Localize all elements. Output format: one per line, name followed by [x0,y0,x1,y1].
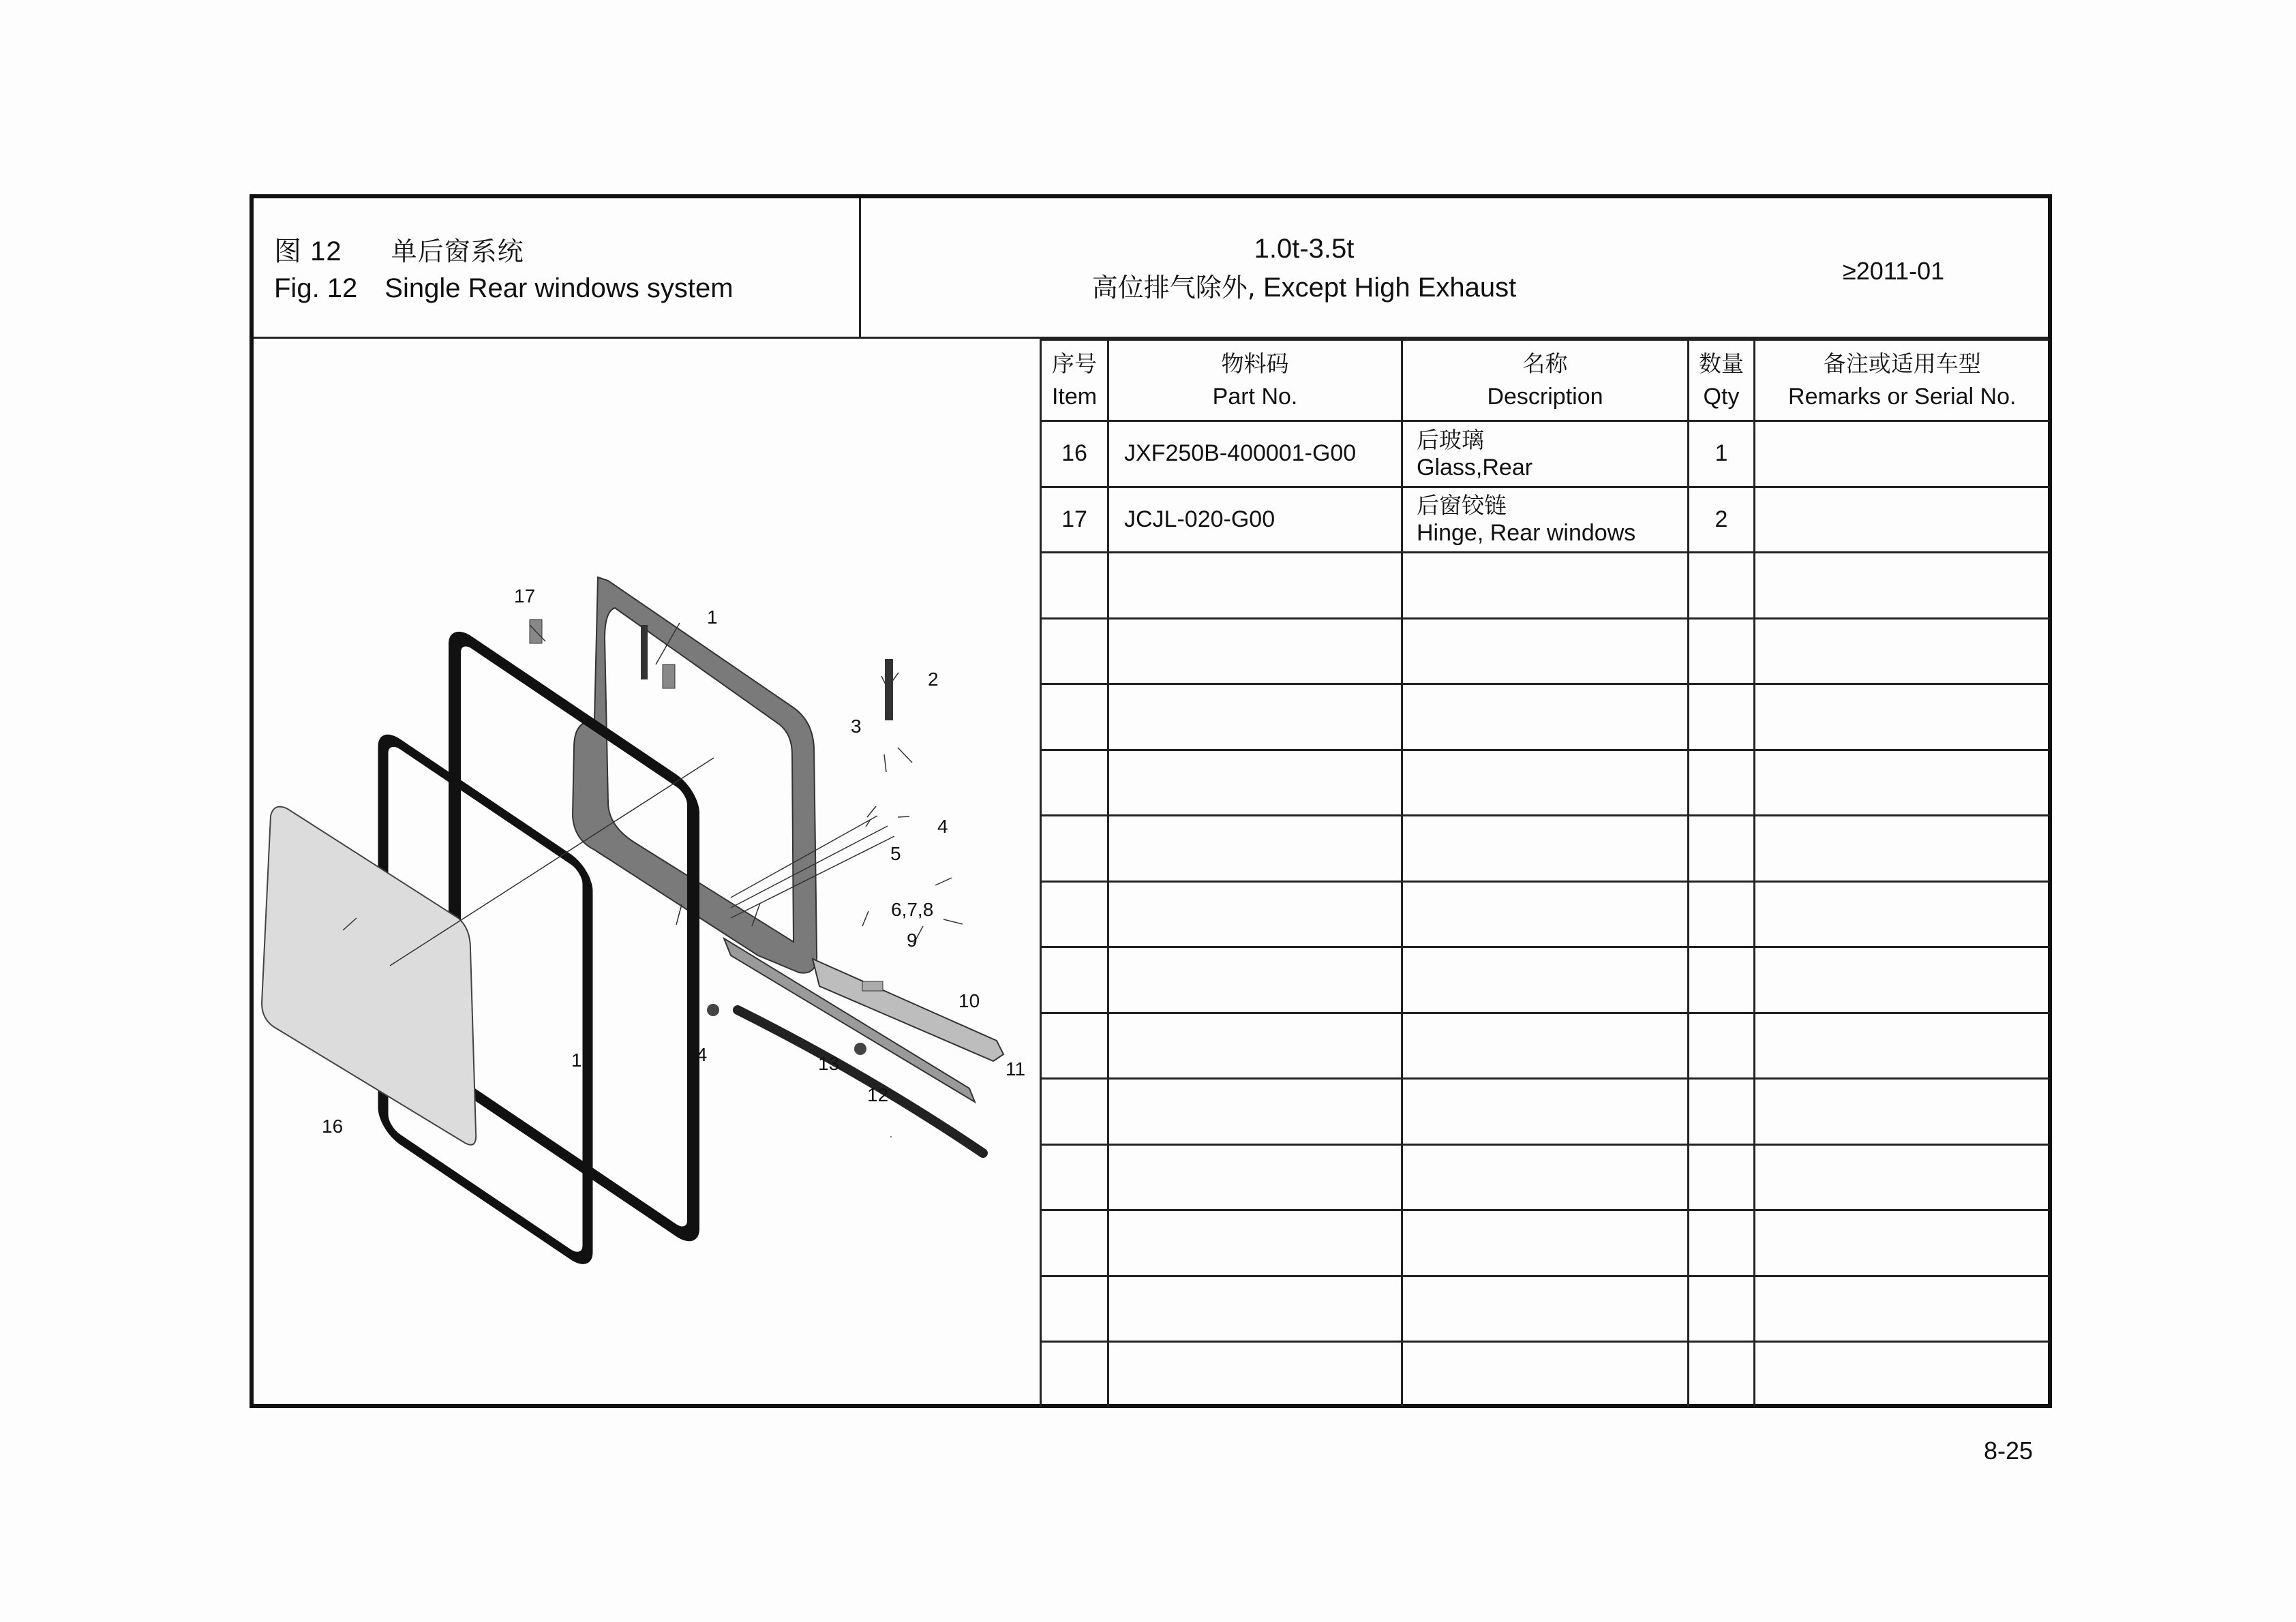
cell-remarks [1755,1079,2049,1145]
cell-description [1402,816,1689,882]
callout-16: 16 [322,1116,344,1137]
cell-qty [1689,1210,1755,1276]
cell-description [1402,553,1689,619]
cell-description [1402,881,1689,947]
cell-item [1041,1144,1108,1210]
table-row-empty [1041,816,2049,882]
exhaust-exclusion [861,266,1747,304]
callout-2: 2 [928,669,939,690]
parts-table [1040,339,2049,1407]
exploded-view-diagram [254,339,1040,1404]
cell-remarks [1755,487,2049,553]
cell-part-no [1108,881,1402,947]
cell-part-no [1108,1210,1402,1276]
cell-description [1402,684,1689,750]
cell-part-no [1108,1079,1402,1145]
title-cn: 单后窗系统 [391,236,524,266]
cell-item [1041,1276,1108,1342]
cell-item [1041,618,1108,684]
cell-description [1402,1144,1689,1210]
cell-description [1402,1013,1689,1079]
cell-qty [1689,1013,1755,1079]
col-header-item: 序号 Item [1041,340,1108,421]
table-row-empty [1041,1144,2049,1210]
table-row-empty [1041,1013,2049,1079]
cell-part-no [1108,1144,1402,1210]
cell-description: 后窗铰链 Hinge, Rear windows [1402,487,1689,553]
table-row-empty [1041,1210,2049,1276]
callout-11: 11 [1006,1058,1026,1080]
cell-remarks [1755,684,2049,750]
tonnage-range: 1.0t-3.5t [1254,234,1355,264]
cell-remarks [1755,1276,2049,1342]
cell-part-no [1108,1276,1402,1342]
callout-6-7-8: 6,7,8 [891,899,934,920]
table-row [1041,487,2049,553]
table-row-empty [1041,618,2049,684]
cell-qty [1689,1144,1755,1210]
cell-description [1402,618,1689,684]
col-header-description: 名称 Description [1402,340,1689,421]
callout-13: 13 [818,1053,840,1074]
table-row-empty [1041,947,2049,1013]
knob-13 [854,1043,866,1055]
glass-rear-16 [262,807,476,1145]
callout-9: 9 [907,930,918,951]
cell-description [1402,1079,1689,1145]
cell-part-no [1108,1342,1402,1407]
cell-description [1402,1276,1689,1342]
cell-part-no [1108,684,1402,750]
callout-5: 5 [890,843,901,864]
cell-qty [1689,553,1755,619]
callout-12: 12 [867,1084,889,1105]
cell-item [1041,1079,1108,1145]
table-row-empty [1041,750,2049,816]
cell-part-no [1108,618,1402,684]
cell-description [1402,1210,1689,1276]
figure-title-cn [274,230,524,269]
cell-item [1041,1342,1108,1407]
gas-strut-2 [885,659,893,720]
sheet-header [254,198,2048,339]
cell-part-no [1108,1013,1402,1079]
cell-remarks [1755,553,2049,619]
hinge-17b [663,664,675,688]
table-row-empty [1041,1079,2049,1145]
figure-label-cn: 图 12 [274,236,342,266]
cell-qty [1689,1342,1755,1407]
cell-remarks [1755,750,2049,816]
cell-item [1041,750,1108,816]
figure-title-block [254,198,861,337]
callout-3: 3 [851,716,862,737]
cell-description [1402,947,1689,1013]
cell-qty [1689,1079,1755,1145]
cell-qty [1689,750,1755,816]
cell-part-no: JCJL-020-G00 [1108,487,1402,553]
cell-part-no [1108,816,1402,882]
cell-remarks [1755,881,2049,947]
cell-item [1041,816,1108,882]
exclusion-en: Except High Exhaust [1255,273,1517,303]
parts-sheet-frame [250,194,2052,1408]
cell-remarks [1755,1342,2049,1407]
cell-qty [1689,684,1755,750]
cell-part-no [1108,947,1402,1013]
cell-item [1041,1013,1108,1079]
cell-item [1041,553,1108,619]
callout-4: 4 [937,816,948,837]
applicability-block [861,198,2048,337]
cell-part-no: JXF250B-400001-G00 [1108,421,1402,487]
table-row-empty [1041,1342,2049,1407]
cell-remarks [1755,1210,2049,1276]
cell-qty [1689,618,1755,684]
cell-description [1402,1342,1689,1407]
cell-item [1041,881,1108,947]
cell-part-no [1108,750,1402,816]
col-header-qty: 数量 Qty [1689,340,1755,421]
callout-15: 15 [571,1050,593,1071]
cell-item: 17 [1041,487,1108,553]
cell-remarks [1755,947,2049,1013]
col-header-part-no: 物料码 Part No. [1108,340,1402,421]
latch-9 [862,981,883,991]
cell-remarks [1755,816,2049,882]
callout-1: 1 [707,607,718,628]
page-number: 8-25 [1984,1437,2034,1465]
callout-10: 10 [958,990,980,1011]
cell-item [1041,684,1108,750]
callout-17: 17 [514,585,536,607]
cell-qty [1689,1276,1755,1342]
figure-title-en [274,273,734,304]
table-header-row [1041,340,2049,421]
cell-remarks [1755,618,2049,684]
cell-qty [1689,881,1755,947]
cell-remarks [1755,1013,2049,1079]
cell-qty [1689,947,1755,1013]
callout-14: 14 [686,1044,708,1065]
cell-item: 16 [1041,421,1108,487]
parts-list-table [1040,339,2048,1404]
rear-window-exploded-illustration [254,339,1040,1404]
title-en: Single Rear windows system [384,273,734,303]
cell-qty [1689,816,1755,882]
exclusion-cn: 高位排气除外, [1091,273,1256,303]
knob-inner [707,1004,719,1016]
table-row-empty [1041,881,2049,947]
gas-strut-upper [641,625,648,679]
cell-remarks [1755,421,2049,487]
table-row [1041,421,2049,487]
table-row-empty [1041,553,2049,619]
cell-description: 后玻璃 Glass,Rear [1402,421,1689,487]
cell-description [1402,750,1689,816]
date-range: ≥2011-01 [1843,257,1945,285]
figure-label-en: Fig. 12 [274,273,358,303]
cell-item [1041,947,1108,1013]
table-row-empty [1041,1276,2049,1342]
col-header-remarks: 备注或适用车型 Remarks or Serial No. [1755,340,2049,421]
cell-part-no [1108,553,1402,619]
cell-item [1041,1210,1108,1276]
cell-qty: 2 [1689,487,1755,553]
cell-remarks [1755,1144,2049,1210]
table-row-empty [1041,684,2049,750]
cell-qty: 1 [1689,421,1755,487]
